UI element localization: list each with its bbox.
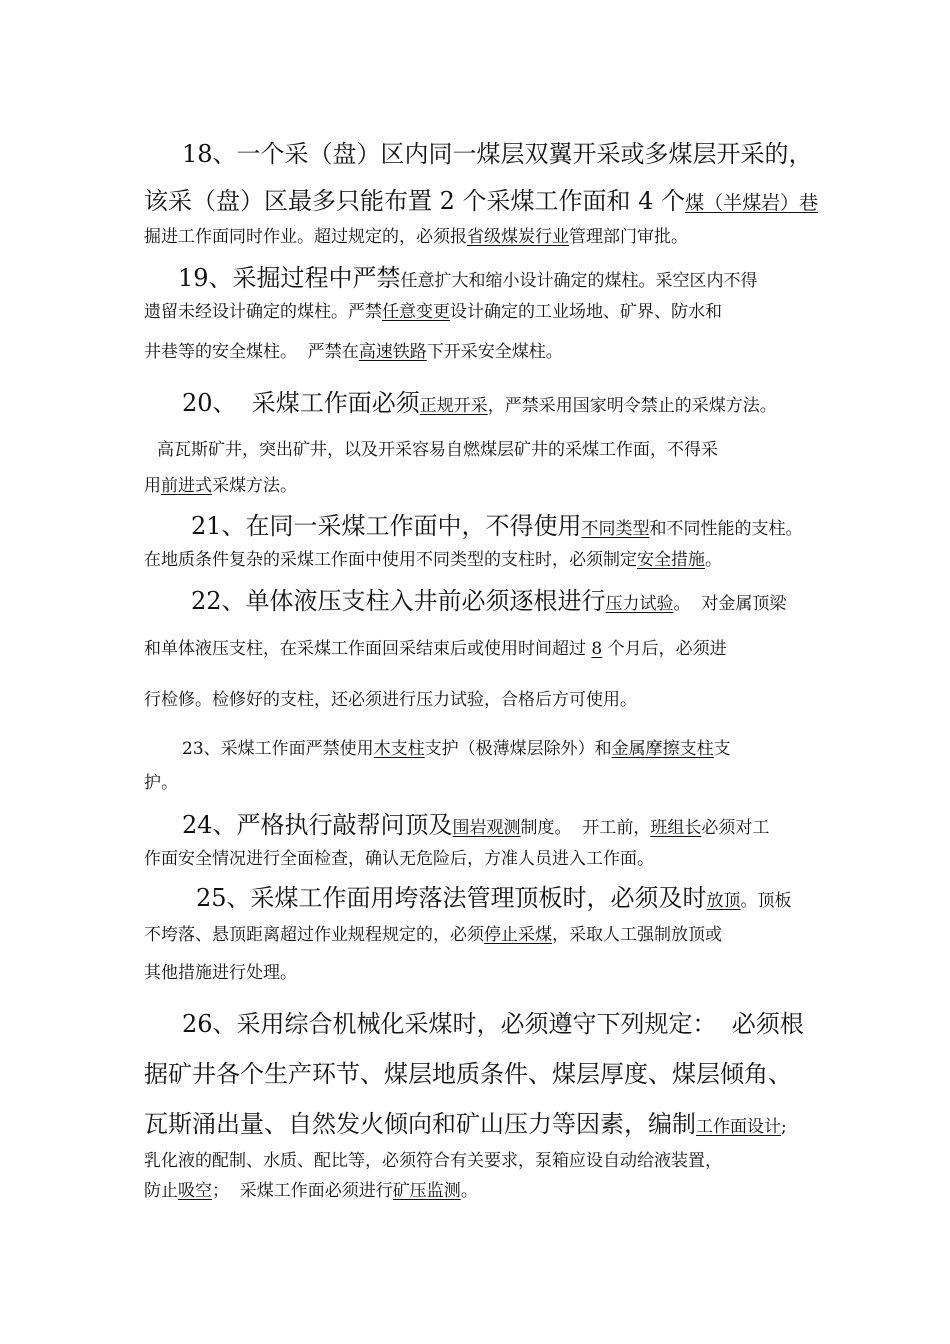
underlined-term: 压力试验 <box>605 594 674 614</box>
text-run: 支 <box>713 739 731 759</box>
text-run: 21、在同一采煤工作面中，不得使用 <box>191 512 582 540</box>
underlined-term: 任意变更 <box>382 302 450 322</box>
text-run: 个月后，必须进 <box>602 639 727 659</box>
item-19-line-3 <box>144 344 563 361</box>
text-run: 。 <box>705 550 722 570</box>
text-run: ; <box>781 1117 787 1137</box>
underlined-term: 正规开采 <box>419 396 488 416</box>
item-18-line-2 <box>144 189 818 213</box>
text-run: 26、采用综合机械化采煤时，必须遵守下列规定： 必须根 <box>182 1010 804 1038</box>
text-run: 20、 采煤工作面必须 <box>182 389 420 417</box>
underlined-term: 煤（半煤岩）巷 <box>685 192 819 214</box>
underlined-term: 高速铁路 <box>358 342 427 362</box>
text-run: 25、采煤工作面用垮落法管理顶板时，必须及时 <box>196 884 707 912</box>
item-21-line-1 <box>191 514 803 538</box>
text-run: 。 <box>460 1181 478 1201</box>
underlined-term: 前进式 <box>161 476 212 496</box>
underlined-term: 围岩观测 <box>452 818 521 838</box>
text-run: 瓦斯涌出量、自然发火倾向和矿山压力等因素，编制 <box>144 1110 696 1138</box>
underlined-term: 矿压监测 <box>392 1181 461 1201</box>
underlined-term: 工作面设计 <box>696 1117 781 1137</box>
text-run: 管理部门审批。 <box>569 227 688 247</box>
text-run: 乳化液的配制、水质、配比等，必须符合有关要求，泵箱应设自动给液装置， <box>144 1151 722 1171</box>
item-22-line-3 <box>144 692 637 709</box>
text-run: 遗留未经设计确定的煤柱。严禁 <box>144 302 382 322</box>
text-run: 掘进工作面同时作业。超过规定的，必须报 <box>144 227 467 247</box>
text-run: 和单体液压支柱，在采煤工作面回采结束后或使用时间超过 <box>144 639 592 659</box>
text-run: 制度。 开工前， <box>520 818 651 838</box>
text-run: ； 采煤工作面必须进行 <box>212 1181 393 1201</box>
item-18-line-3 <box>144 229 688 246</box>
text-run: 支护（极薄煤层除外）和 <box>424 739 612 759</box>
text-run: 用 <box>144 476 161 496</box>
item-20-line-3 <box>144 478 297 495</box>
underlined-term: 8 <box>591 639 603 659</box>
underlined-term: 安全措施 <box>637 550 705 570</box>
item-25-line-3 <box>144 965 297 982</box>
underlined-term: 省级煤炭行业 <box>467 227 569 247</box>
text-run: 不垮落、悬顶距离超过作业规程规定的，必须 <box>144 925 484 945</box>
text-run: 22、单体液压支柱入井前必须逐根进行 <box>191 587 606 615</box>
text-run: 任意扩大和缩小设计确定的煤柱。采空区内不得 <box>400 271 758 291</box>
text-run: 行检修。检修好的支柱，还必须进行压力试验，合格后方可使用。 <box>144 690 637 710</box>
underlined-term: 金属摩擦支柱 <box>611 739 714 759</box>
text-run: 护。 <box>144 773 178 793</box>
item-26-line-4 <box>144 1153 722 1170</box>
text-run: 下开采安全煤柱。 <box>426 342 563 362</box>
item-26-line-2 <box>144 1062 792 1086</box>
item-22-line-2 <box>144 641 727 658</box>
item-26-line-5 <box>144 1183 478 1200</box>
item-24-line-1 <box>182 813 769 837</box>
text-run: 18、一个采（盘）区内同一煤层双翼开采或多煤层开采的， <box>182 140 813 168</box>
item-24-line-2 <box>144 851 654 868</box>
text-run: ，严禁采用国家明令禁止的采煤方法。 <box>487 396 777 416</box>
text-run: 防止 <box>144 1181 178 1201</box>
text-run: 23、采煤工作面严禁使用 <box>182 739 374 759</box>
item-25-line-1 <box>196 886 792 910</box>
item-20-line-2 <box>157 442 718 459</box>
text-run: 井巷等的安全煤柱。 严禁在 <box>144 342 359 362</box>
underlined-term: 木支柱 <box>373 739 425 759</box>
underlined-term: 放顶 <box>706 891 741 911</box>
underlined-term: 吸空 <box>178 1181 212 1201</box>
text-run: 作面安全情况进行全面检查，确认无危险后，方准人员进入工作面。 <box>144 849 654 869</box>
item-23-line-2 <box>144 775 178 792</box>
item-25-line-2 <box>144 927 722 944</box>
item-19-line-1 <box>178 266 758 290</box>
text-run: 设计确定的工业场地、矿界、防水和 <box>450 302 722 322</box>
text-run: 和不同性能的支柱。 <box>649 519 803 539</box>
item-18-line-1 <box>182 142 813 166</box>
item-21-line-2 <box>144 552 722 569</box>
text-run: 该采（盘）区最多只能布置 2 个采煤工作面和 4 个 <box>144 187 686 215</box>
text-run: 采煤方法。 <box>212 476 297 496</box>
text-run: 其他措施进行处理。 <box>144 963 297 983</box>
text-run: 24、严格执行敲帮问顶及 <box>182 811 453 839</box>
text-run: 高瓦斯矿井，突出矿井，以及开采容易自燃煤层矿井的采煤工作面，不得采 <box>157 440 718 460</box>
text-run: 在地质条件复杂的采煤工作面中使用不同类型的支柱时，必须制定 <box>144 550 637 570</box>
item-26-line-3 <box>144 1112 787 1136</box>
text-run: 据矿井各个生产环节、煤层地质条件、煤层厚度、煤层倾角、 <box>144 1060 792 1088</box>
text-run: ，采取人工强制放顶或 <box>552 925 722 945</box>
text-run: 。顶板 <box>740 891 792 911</box>
item-22-line-1 <box>191 589 786 613</box>
text-run: 19、采掘过程中严禁 <box>178 264 401 292</box>
item-23-line-1 <box>182 741 731 758</box>
item-20-line-1 <box>182 391 777 415</box>
text-run: 。 对金属顶梁 <box>673 594 787 614</box>
item-26-line-1 <box>182 1012 804 1036</box>
text-run: 必须对工 <box>701 818 770 838</box>
underlined-term: 停止采煤 <box>484 925 552 945</box>
underlined-term: 不同类型 <box>581 519 650 539</box>
item-19-line-2 <box>144 304 722 321</box>
underlined-term: 班组长 <box>650 818 702 838</box>
